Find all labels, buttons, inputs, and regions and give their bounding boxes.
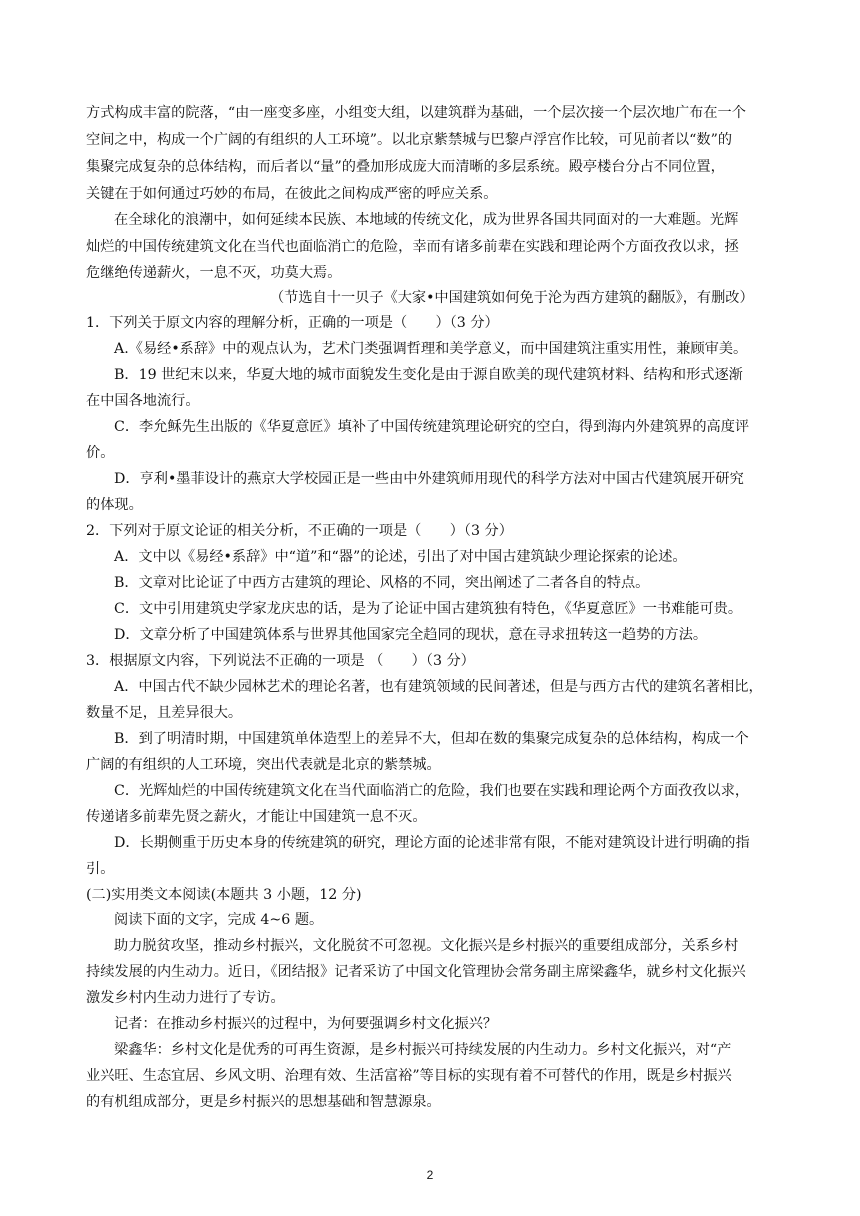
question-3: 3．根据原文内容，下列说法不正确的一项是 （ ）（3 分） <box>86 653 475 669</box>
text-line: 空间之中，构成一个广阔的有组织的人工环境”。以北京紫禁城与巴黎卢浮宫作比较，可见前者以“数”的 <box>86 132 733 148</box>
option-line: 数量不足，且差异很大。 <box>86 705 243 721</box>
text-line: 在全球化的浪潮中，如何延续本民族、本地域的传统文化，成为世界各国共同面对的一大难题。光辉 <box>114 212 739 228</box>
text-line: 的有机组成部分，更是乡村振兴的思想基础和智慧源泉。 <box>86 1094 441 1110</box>
text-line: 激发乡村内生动力进行了专访。 <box>86 990 285 1006</box>
option-line: 在中国各地流行。 <box>86 393 200 409</box>
option-line: B．文章对比论证了中西方古建筑的理论、风格的不同，突出阐述了二者各自的特点。 <box>114 575 650 591</box>
text-line: 持续发展的内生动力。近日，《团结报》记者采访了中国文化管理协会常务副主席梁鑫华，就乡村文化振兴 <box>86 964 746 980</box>
option-line: C．文中引用建筑史学家龙庆忠的话，是为了论证中国古建筑独有特色，《华夏意匠》一书难能可贵。 <box>114 601 743 617</box>
text-line: 助力脱贫攻坚，推动乡村振兴，文化脱贫不可忽视。文化振兴是乡村振兴的重要组成部分，关系乡村 <box>114 938 739 954</box>
option-line: A．中国古代不缺少园林艺术的理论名著，也有建筑领域的民间著述，但是与西方古代的建筑名著相比， <box>114 679 763 695</box>
option-line: D．文章分析了中国建筑体系与世界其他国家完全趋同的现状，意在寻求扭转这一趋势的方法。 <box>114 627 708 643</box>
text-line: 梁鑫华：乡村文化是优秀的可再生资源，是乡村振兴可持续发展的内生动力。乡村文化振兴，对“产 <box>114 1042 732 1058</box>
text-line: 灿烂的中国传统建筑文化在当代也面临消亡的危险，幸而有诸多前辈在实践和理论两个方面孜孜以求，拯 <box>86 239 739 255</box>
text-line: 集聚完成复杂的总体结构，而后者以“量”的叠加形成庞大而清晰的多层系统。殿亭楼台分占不同位置， <box>86 159 725 175</box>
text-line: 业兴旺、生态宜居、乡风文明、治理有效、生活富裕”等目标的实现有着不可替代的作用，既是乡村振兴 <box>86 1068 732 1084</box>
text-line: 关键在于如何通过巧妙的布局，在彼此之间构成严密的呼应关系。 <box>86 186 498 202</box>
option-line: 价。 <box>86 445 115 461</box>
question-2: 2．下列对于原文论证的相关分析，不正确的一项是（ ）（3 分） <box>86 523 513 539</box>
option-line: A．文中以《易经•系辞》中“道”和“器”的论述，引出了对中国古建筑缺少理论探索的论述。 <box>114 549 687 565</box>
page-number: 2 <box>426 1168 434 1182</box>
option-line: 传递诸多前辈先贤之薪火，才能让中国建筑一息不灭。 <box>86 809 427 825</box>
option-line: D．亨利•墨菲设计的燕京大学校园正是一些由中外建筑师用现代的科学方法对中国古代建筑展开研究 <box>114 471 744 487</box>
option-line: A.《易经•系辞》中的观点认为，艺术门类强调哲理和美学意义，而中国建筑注重实用性，兼顾审美。 <box>114 341 748 357</box>
option-line: C．光辉灿烂的中国传统建筑文化在当代面临消亡的危险，我们也要在实践和理论两个方面孜孜以求， <box>114 783 750 799</box>
text-line: 危继绝传递薪火，一息不灭，功莫大焉。 <box>86 265 342 281</box>
instruction-line: 阅读下面的文字，完成 4~6 题。 <box>114 912 324 928</box>
text-line: 记者：在推动乡村振兴的过程中，为何要强调乡村文化振兴？ <box>114 1016 498 1032</box>
option-line: B．到了明清时期，中国建筑单体造型上的差异不大，但却在数的集聚完成复杂的总体结构，构成一个 <box>114 731 749 747</box>
option-line: 引。 <box>86 861 115 877</box>
option-line: B．19 世纪末以来，华夏大地的城市面貌发生变化是由于源自欧美的现代建筑材料、结构和形式逐渐 <box>114 367 743 383</box>
source-citation: （节选自十一贝子《大家•中国建筑如何免于沦为西方建筑的翻版》，有删改） <box>270 290 754 306</box>
option-line: 的体现。 <box>86 497 143 513</box>
question-1: 1．下列关于原文内容的理解分析，正确的一项是（ ）（3 分） <box>86 315 499 331</box>
option-line: D．长期侧重于历史本身的传统建筑的研究，理论方面的论述非常有限，不能对建筑设计进行明确的指 <box>114 835 750 851</box>
option-line: C．李允稣先生出版的《华夏意匠》填补了中国传统建筑理论研究的空白，得到海内外建筑界的高度评 <box>114 419 750 435</box>
section-heading: (二)实用类文本阅读(本题共 3 小题，12 分) <box>86 887 362 903</box>
option-line: 广阔的有组织的人工环境，突出代表就是北京的紫禁城。 <box>86 757 441 773</box>
text-line: 方式构成丰富的院落，“由一座变多座，小组变大组，以建筑群为基础，一个层次接一个层次地广布在一个 <box>86 105 746 121</box>
